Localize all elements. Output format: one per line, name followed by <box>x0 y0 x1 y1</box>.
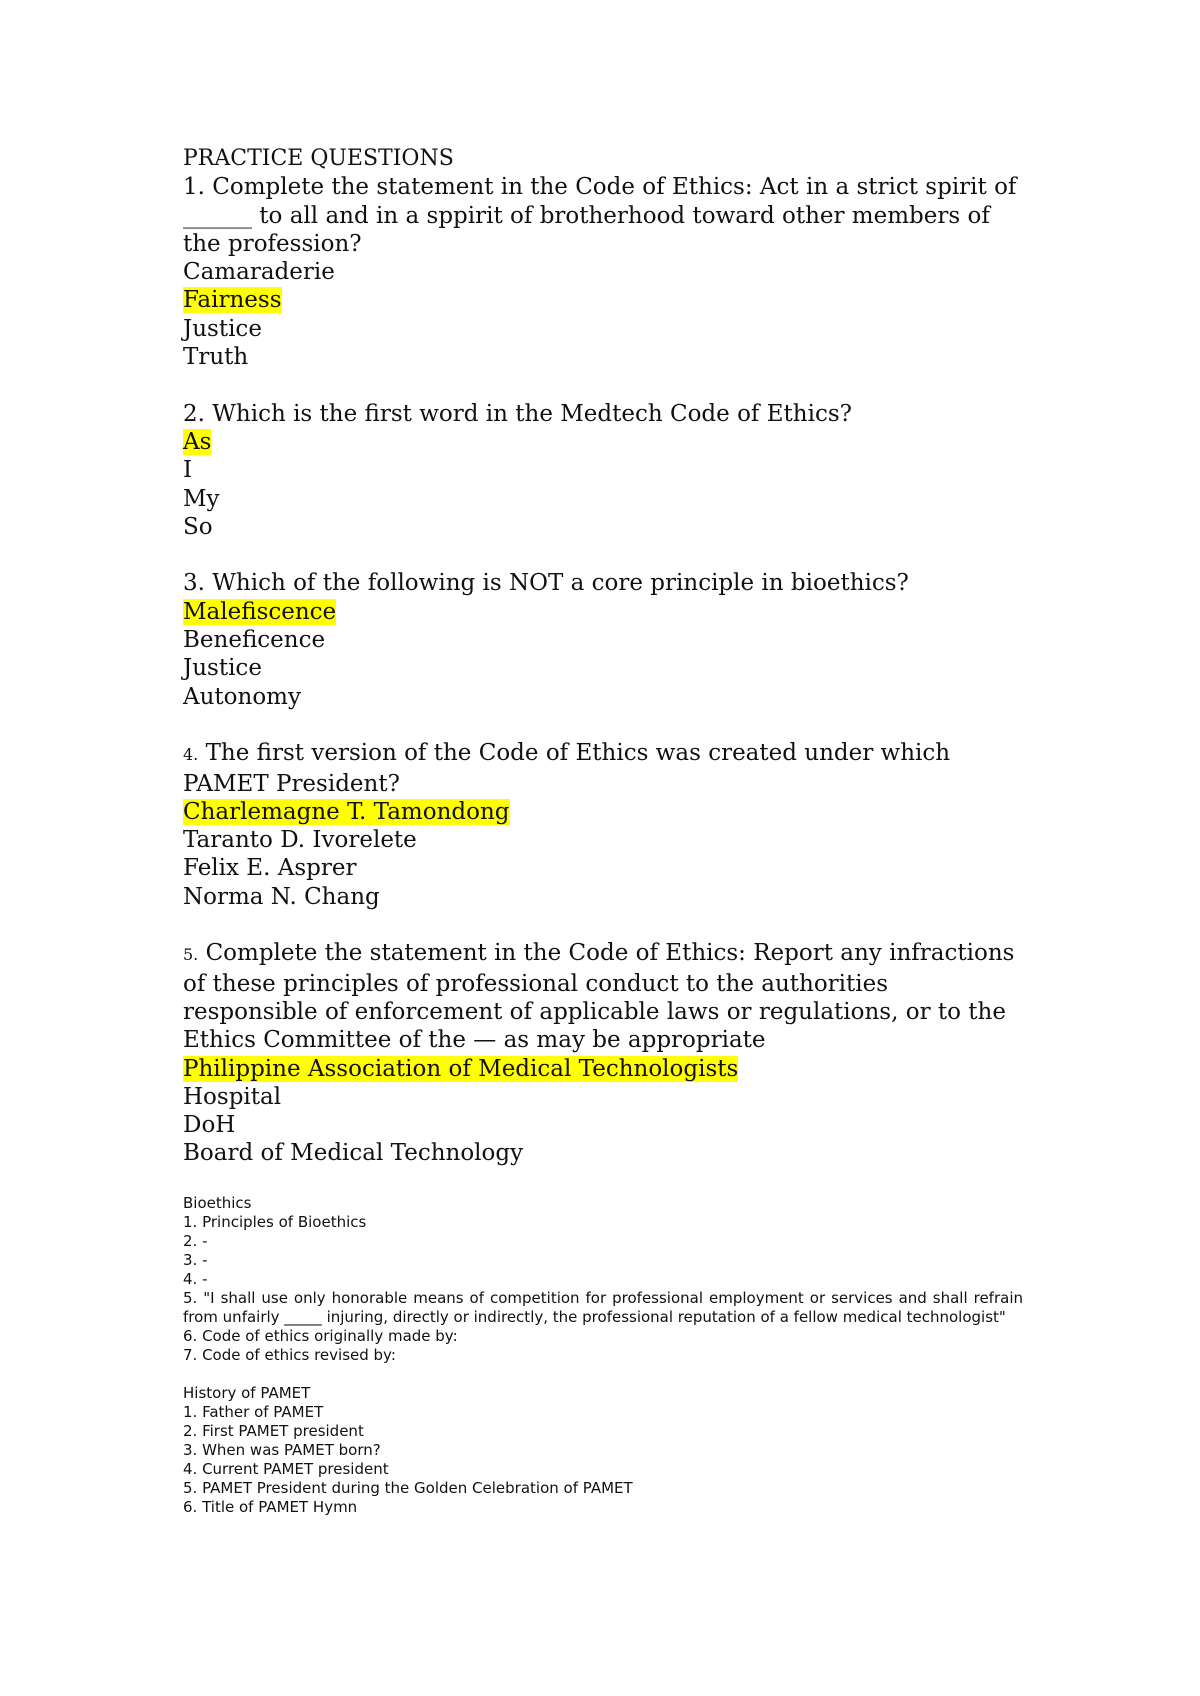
spacer <box>183 1365 1023 1384</box>
list-item: 7. Code of ethics revised by: <box>183 1345 396 1364</box>
answer-option: So <box>183 513 213 540</box>
answer-option: Taranto D. Ivorelete <box>183 827 417 854</box>
answer-option: Hospital <box>183 1083 282 1110</box>
question-2 <box>183 400 1023 541</box>
answer-option: Camaraderie <box>183 259 335 286</box>
answer-option: Board of Medical Technology <box>183 1140 524 1167</box>
list-item: 1. Father of PAMET <box>183 1402 324 1421</box>
list-item: 2. First PAMET president <box>183 1421 364 1440</box>
question-text: 4. The first version of the Code of Ethics was created under which PAMET President? <box>183 740 951 797</box>
answer-option: Beneficence <box>183 627 326 654</box>
list-item: 3. - <box>183 1250 208 1269</box>
list-item: 2. - <box>183 1231 208 1250</box>
question-4 <box>183 739 1023 911</box>
section-heading: History of PAMET <box>183 1383 311 1402</box>
list-item: 6. Title of PAMET Hymn <box>183 1497 358 1516</box>
question-number: 3. <box>183 570 205 597</box>
answer-option: Norma N. Chang <box>183 883 380 910</box>
list-item: 5. "I shall use only honorable means of competition for professional employment or services and shall refrain from unfairly _____ injuring, directly or indirectly, the professional reputation of a fellow medical technologist" <box>183 1288 1023 1326</box>
answer-option: Truth <box>183 344 249 371</box>
correct-answer-option: Fairness <box>183 287 282 314</box>
question-5 <box>183 939 1023 1167</box>
answer-option: Justice <box>183 315 262 342</box>
answer-option: Autonomy <box>183 683 301 710</box>
question-number: 1. <box>183 174 205 201</box>
question-text: 3. Which of the following is NOT a core principle in bioethics? <box>183 570 909 597</box>
correct-answer-option: As <box>183 428 212 455</box>
answer-option: Justice <box>183 655 262 682</box>
question-number: 5. <box>183 945 199 965</box>
bioethics-section <box>183 1194 1023 1517</box>
answer-option: DoH <box>183 1112 236 1139</box>
question-1 <box>183 173 1023 371</box>
question-text: 1. Complete the statement in the Code of Ethics: Act in a strict spirit of ______ to all and in a sppirit of brotherhood toward other members of the profession? <box>183 174 1017 257</box>
question-3 <box>183 569 1023 710</box>
list-item: 6. Code of ethics originally made by: <box>183 1326 458 1345</box>
answer-option: I <box>183 457 193 484</box>
answer-option: Felix E. Asprer <box>183 855 357 882</box>
question-text: 2. Which is the first word in the Medtech Code of Ethics? <box>183 400 852 427</box>
correct-answer-option: Charlemagne T. Tamondong <box>183 798 510 825</box>
list-item: 5. PAMET President during the Golden Celebration of PAMET <box>183 1478 633 1497</box>
list-item: 1. Principles of Bioethics <box>183 1212 367 1231</box>
section-heading: Bioethics <box>183 1193 252 1212</box>
question-number: 4. <box>183 745 199 765</box>
list-item: 4. Current PAMET president <box>183 1459 389 1478</box>
list-item: 4. - <box>183 1269 208 1288</box>
document-page <box>183 145 1023 1517</box>
correct-answer-option: Philippine Association of Medical Technologists <box>183 1055 739 1082</box>
document-title: PRACTICE QUESTIONS <box>183 146 454 171</box>
list-item: 3. When was PAMET born? <box>183 1440 381 1459</box>
answer-option: My <box>183 485 220 512</box>
correct-answer-option: Malefiscence <box>183 598 337 625</box>
question-number: 2. <box>183 400 205 427</box>
question-text: 5. Complete the statement in the Code of Ethics: Report any infractions of these principles of professional conduct to the authorities responsible of enforcement of applicable laws or regulations, or to the Ethics Committee of the — as may be appropriate <box>183 940 1015 1054</box>
